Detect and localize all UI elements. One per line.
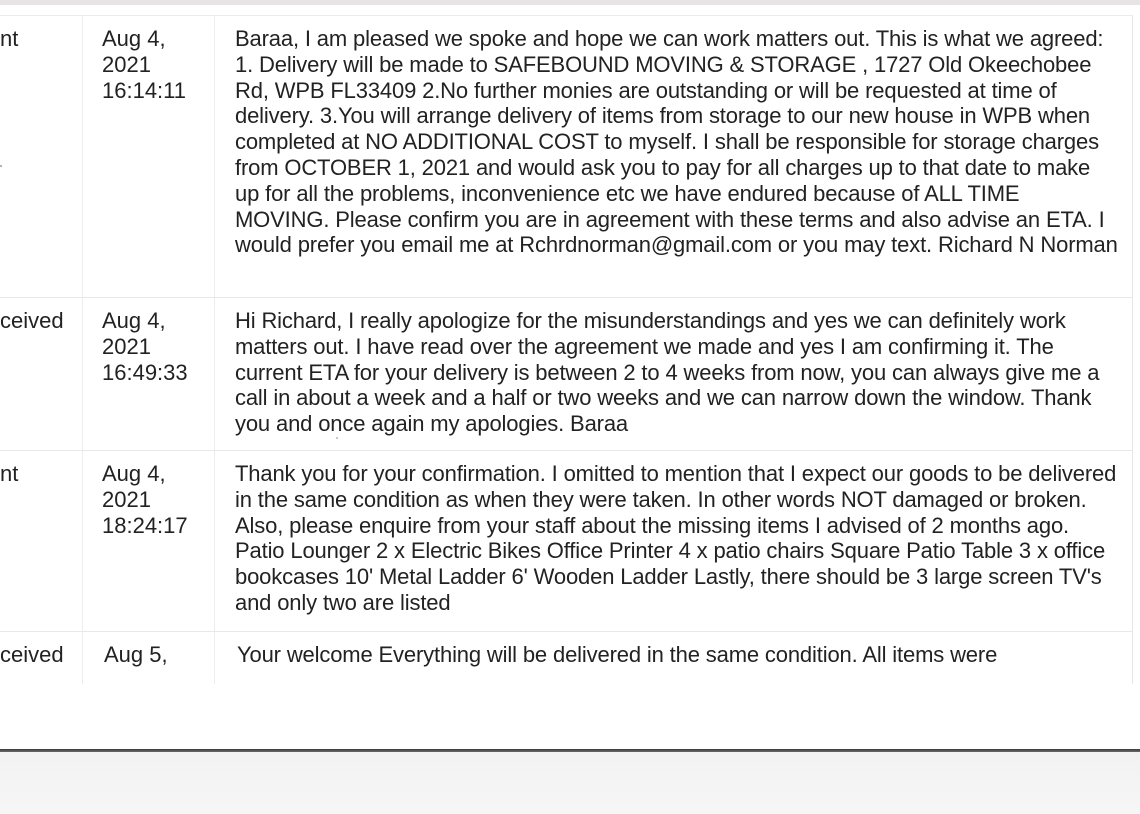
document-page: [0, 5, 1140, 750]
message-cell: Baraa, I am pleased we spoke and hope we can work matters out. This is what we agreed: 1. Delivery will be made to SAFEBOUND MOVING & STORAGE , 1727 Old Okeechobee Rd, WPB FL33409 2.No further monies are outstanding or will be requested at time of delivery. 3.You will arrange delivery of items from storage to our new house in WPB when completed at NO ADDITIONAL COST to myself. I shall be responsible for storage charges from OCTOBER 1, 2021 and would ask you to pay for all charges up to that date to make up for all the problems, inconvenience etc we have endured because of ALL TIME MOVING. Please confirm you are in agreement with these terms and also advise an ETA. I would prefer you email me at Rchrdnorman@gmail.com or you may text. Richard N Norman: [235, 26, 1118, 258]
date-cell: [83, 451, 215, 631]
date-day: Aug 4,: [102, 461, 166, 486]
message-cell: Hi Richard, I really apologize for the misunderstandings and yes we can definitely work matters out. I have read over the agreement we made and yes I am confirming it. The current ETA for your delivery is between 2 to 4 weeks from now, you can always give me a call in about a week and a half or two weeks and we can narrow down the window. Thank you and once again my apologies. Baraa: [235, 308, 1100, 437]
direction-cell: ceived: [0, 632, 83, 684]
table-row: [0, 298, 1132, 451]
date-cell: [83, 16, 215, 297]
scan-speck: [0, 165, 2, 167]
date-day: Aug 4,: [102, 26, 166, 51]
scan-speck: [336, 437, 338, 439]
table-row: [0, 16, 1132, 298]
direction-cell: nt: [0, 16, 83, 297]
date-year: 2021: [102, 51, 151, 77]
date-year: 2021: [102, 486, 151, 512]
date-time: 16:14:11: [102, 77, 187, 103]
message-cell: Thank you for your confirmation. I omitted to mention that I expect our goods to be delivered in the same condition as when they were taken. In other words NOT damaged or broken. Also, please enquire from your staff about the missing items I advised of 2 months ago. Patio Lounger 2 x Electric Bikes Office Printer 4 x patio chairs Square Patio Table 3 x office bookcases 10' Metal Ladder 6' Wooden Ladder Lastly, there should be 3 large screen TV's and only two are listed: [235, 461, 1117, 615]
date-cell: [83, 632, 215, 684]
date-day: Aug 5,: [104, 642, 168, 667]
date-time: 18:24:17: [102, 512, 188, 538]
date-year: 2021: [102, 333, 151, 359]
table-row: [0, 451, 1132, 632]
table-row: [0, 632, 1132, 684]
message-table: [0, 15, 1133, 684]
date-time: 16:49:33: [102, 359, 188, 385]
direction-cell: ceived: [0, 298, 83, 450]
direction-cell: nt: [0, 451, 83, 631]
date-cell: [83, 298, 215, 450]
date-day: Aug 4,: [102, 308, 166, 333]
scanner-background: [0, 752, 1140, 814]
message-cell: Your welcome Everything will be delivered in the same condition. All items were: [237, 642, 998, 667]
